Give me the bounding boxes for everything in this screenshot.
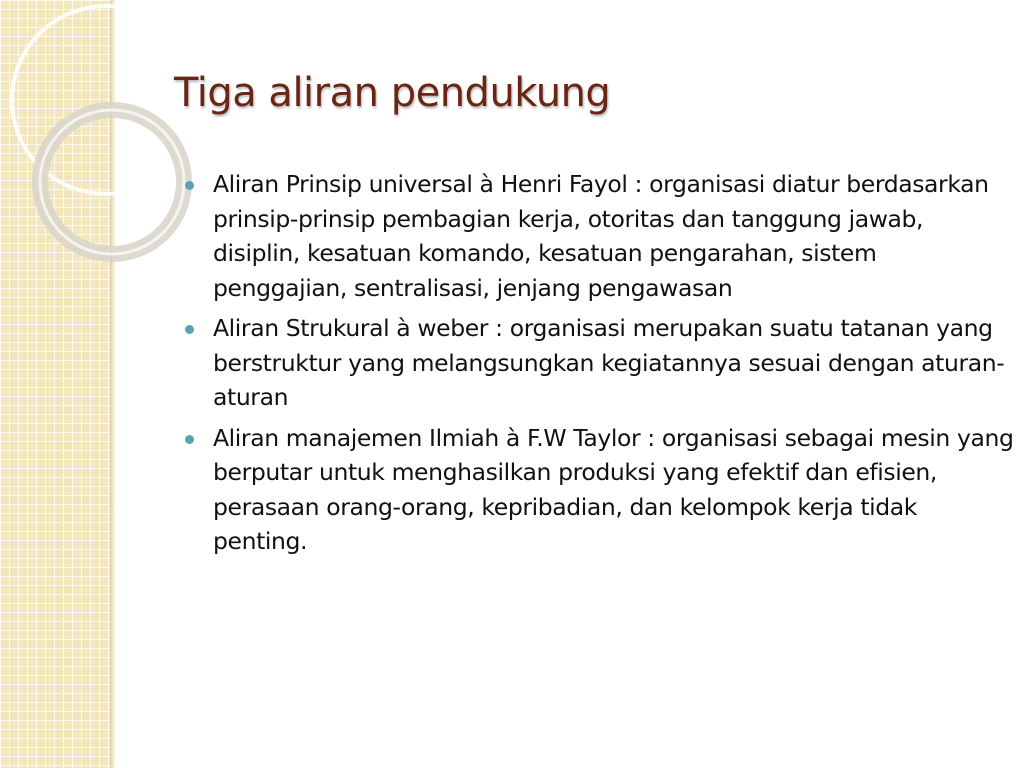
bullet-marker-icon: [185, 435, 194, 444]
bullet-text: Aliran manajemen Ilmiah à F.W Taylor : organisasi sebagai mesin yang berputar untuk menghasilkan produksi yang efektif dan efisien, perasaan orang-orang, kepribadian, dan kelompok kerja tidak penting.: [213, 423, 1014, 555]
slide-title: Tiga aliran pendukung: [174, 70, 611, 116]
bullet-text: Aliran Strukural à weber : organisasi merupakan suatu tatanan yang berstruktur yang melangsungkan kegiatannya sesuai dengan aturan-aturan: [213, 314, 1005, 411]
bullet-item: [185, 421, 1015, 559]
bullet-item: [185, 167, 1015, 305]
bullet-marker-icon: [185, 181, 194, 190]
bullet-item: [185, 311, 1015, 415]
decorative-circles: [0, 0, 200, 300]
bullet-marker-icon: [185, 325, 194, 334]
bullet-text: Aliran Prinsip universal à Henri Fayol : organisasi diatur berdasarkan prinsip-prinsip pembagian kerja, otoritas dan tanggung jawab, disiplin, kesatuan komando, kesatuan pengarahan, sistem penggajian, sentralisasi, jenjang pengawasan: [213, 170, 989, 302]
bullet-list: [185, 167, 1015, 565]
